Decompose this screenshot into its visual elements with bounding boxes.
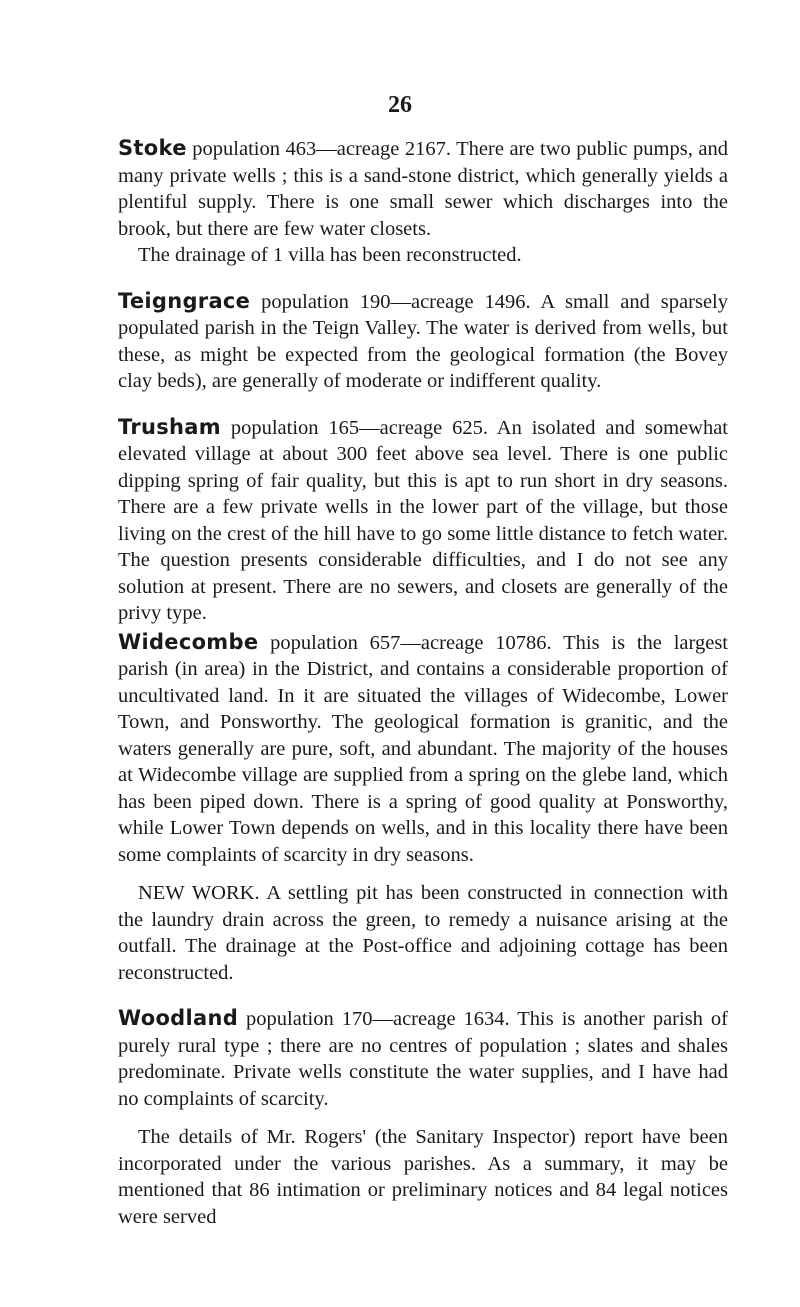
paragraph-widecombe [118, 629, 728, 869]
paragraph-stoke-text: population 463—acreage 2167. There are two public pumps, and many private wells ; this is a sand-stone district, which generally yields a plentiful supply. There is one small sewer which discharges into the brook, but there are few water closets. [118, 138, 728, 240]
paragraph-summary: The details of Mr. Rogers' (the Sanitary Inspector) report have been incorporated under the various parishes. As a summary, it may be mentioned that 86 intimation or preliminary notices and 84 legal notices were served [118, 1126, 728, 1228]
paragraph-woodland-text: population 170—acreage 1634. This is another parish of purely rural type ; there are no centres of population ; slates and shales predominate. Private wells constitute the water supplies, and I have had no complaints of scarcity. [118, 1008, 728, 1110]
document-body [118, 135, 728, 1230]
page-number: 26 [388, 92, 412, 118]
paragraph-widecombe-new-work: NEW WORK. A settling pit has been constructed in connection with the laundry drain across the green, to remedy a nuisance arising at the outfall. The drainage at the Post-office and adjoining cottage has been reconstructed. [118, 882, 728, 984]
paragraph-stoke [118, 135, 728, 242]
paragraph-teigngrace-text: population 190—acreage 1496. A small and sparsely populated parish in the Teign Valley. The water is derived from wells, but these, as might be expected from the geological formation (the Bovey clay beds), are generally of moderate or indifferent quality. [118, 290, 728, 392]
paragraph-teigngrace [118, 288, 728, 395]
paragraph-woodland [118, 1005, 728, 1112]
parish-heading-trusham: Trusham [118, 414, 221, 439]
paragraph-stoke-drainage: The drainage of 1 villa has been reconstructed. [138, 244, 522, 266]
paragraph-widecombe-text: population 657—acreage 10786. This is the largest parish (in area) in the District, and contains a considerable proportion of uncultivated land. In it are situated the villages of Widecombe, Lower Town, and Ponsworthy. The geological formation is granitic, and the waters generally are pure, soft, and abundant. The majority of the houses at Widecombe village are supplied from a spring on the glebe land, which has been piped down. There is a spring of good quality at Ponsworthy, while Lower Town depends on wells, and in this locality there have been some complaints of scarcity in dry seasons. [118, 631, 728, 866]
parish-heading-stoke: Stoke [118, 136, 187, 160]
parish-heading-widecombe: Widecombe [118, 629, 259, 654]
paragraph-trusham-text: population 165—acreage 625. An isolated and somewhat elevated village at about 300 feet above sea level. There is one public dipping spring of fair quality, but this is apt to run short in dry seasons. There are a few private wells in the lower part of the village, but those living on the crest of the hill have to go some little distance to fetch water. The question presents considerable difficulties, and I do not see any solution at present. There are no sewers, and closets are generally of the privy type. [118, 416, 728, 624]
parish-heading-woodland: Woodland [118, 1006, 239, 1030]
parish-heading-teigngrace: Teigngrace [118, 288, 251, 313]
paragraph-trusham [118, 414, 728, 627]
